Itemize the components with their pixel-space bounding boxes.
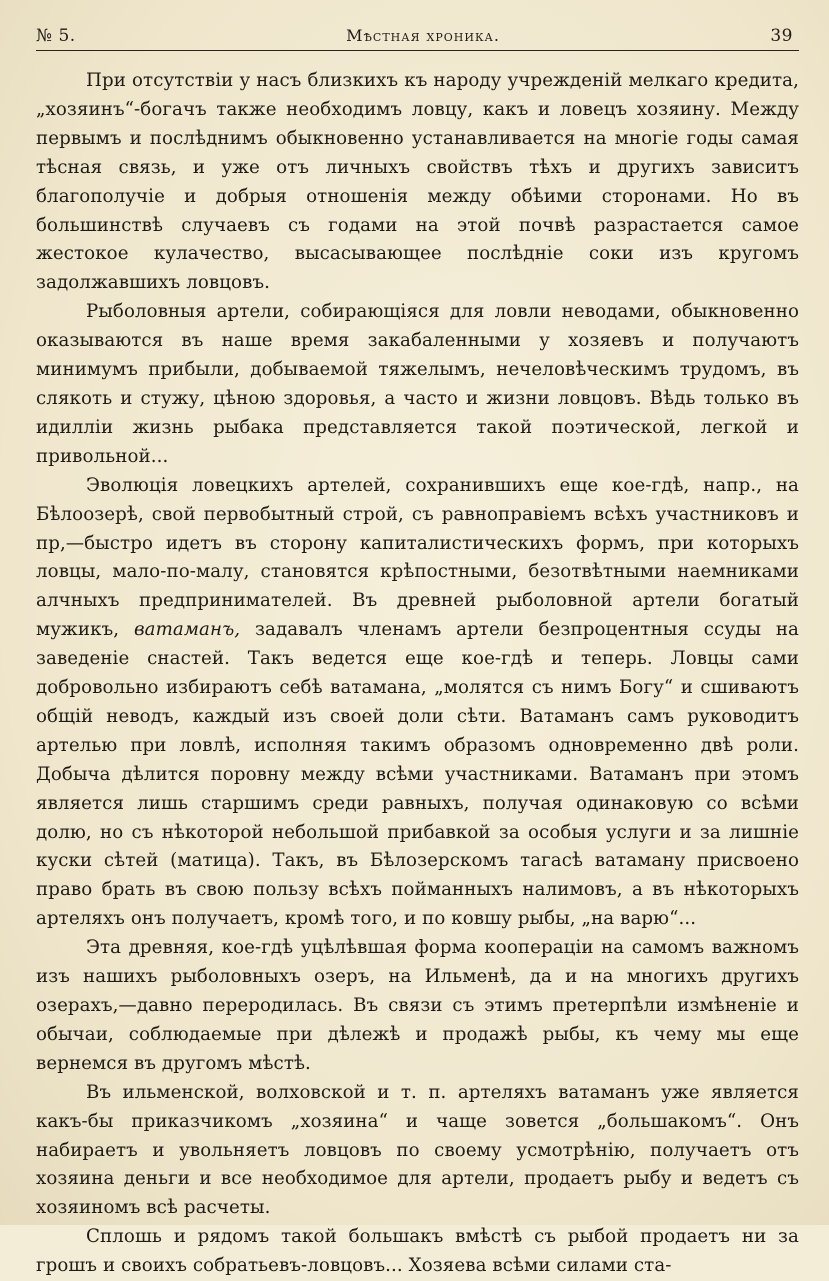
- issue-number: № 5.: [36, 26, 76, 46]
- paragraph-2: Рыболовныя артели, собирающіяся для ловли неводами, обыкновенно оказываются въ наше время закабаленными у хозяевъ и получаютъ минимумъ прибыли, добываемой тяжелымъ, нечеловѣческимъ трудомъ, въ слякоть и стужу, цѣною здоровья, а часто и жизни ловцовъ. Вѣдь только въ идилліи жизнь рыбака представляется такой поэтической, легкой и привольной...: [36, 301, 799, 467]
- paragraph-3-end: задавалъ членамъ артели безпроцентныя ссуды на заведеніе снастей. Такъ ведется еще кое-гдѣ и теперь. Ловцы сами добровольно избираютъ себѣ ватамана, „молятся съ нимъ Богу“ и сшиваютъ общій неводъ, каждый изъ своей доли сѣти. Ватаманъ самъ руководитъ артелью при ловлѣ, исполняя такимъ образомъ одновременно двѣ роли. Добыча дѣлится поровну между всѣми участниками. Ватаманъ при этомъ является лишь старшимъ среди равныхъ, получая одинаковую со всѣми долю, но съ нѣкоторой небольшой прибавкой за особыя услуги и за лишніе куски сѣтей (матица). Такъ, въ Бѣлозерскомъ тагасѣ ватаману присвоено право брать въ свою пользу всѣхъ пойманныхъ налимовъ, а въ нѣкоторыхъ артеляхъ онъ получаетъ, кромѣ того, и по ковшу рыбы, „на варю“...: [36, 619, 799, 930]
- italic-term: ватаманъ,: [133, 619, 241, 641]
- paragraph-4: Эта древняя, кое-гдѣ уцѣлѣвшая форма коопераціи на самомъ важномъ изъ нашихъ рыболовныхъ озеръ, на Ильменѣ, да и на многихъ другихъ озерахъ,—давно переродилась. Въ связи съ этимъ претерпѣли измѣненіе и обычаи, соблюдаемые при дѣлежѣ и продажѣ рыбы, къ чему мы еще вернемся въ другомъ мѣстѣ.: [36, 937, 799, 1074]
- paragraph-1: При отсутствіи у насъ близкихъ къ народу учрежденій мелкаго кредита, „хозяинъ“-богачъ также необходимъ ловцу, какъ и ловецъ хозяину. Между первымъ и послѣднимъ обыкновенно устанавливается на многіе годы самая тѣсная связь, и уже отъ личныхъ свойствъ тѣхъ и другихъ зависитъ благополучіе и добрыя отношенія между обѣими сторонами. Но въ большинствѣ случаевъ съ годами на этой почвѣ разрастается самое жестокое кулачество, высасывающее послѣдніе соки изъ кругомъ задолжавшихъ ловцовъ.: [36, 70, 799, 294]
- paragraph-3: [36, 472, 799, 935]
- paragraph-5: Въ ильменской, волховской и т. п. артеляхъ ватаманъ уже является какъ-бы приказчикомъ „хозяина“ и чаще зовется „большакомъ“. Онъ набираетъ и увольняетъ ловцовъ по своему усмотрѣнію, получаетъ отъ хозяина деньги и все необходимое для артели, продаетъ рыбу и ведетъ съ хозяиномъ всѣ расчеты.: [36, 1081, 799, 1219]
- section-title: Мѣстная хроника.: [346, 26, 500, 45]
- header-rule: [36, 50, 799, 51]
- page-number: 39: [770, 26, 793, 46]
- paragraph-6: Сплошь и рядомъ такой большакъ вмѣстѣ съ рыбой продаетъ ни за грошъ и своихъ собратьевъ-ловцовъ... Хозяева всѣми силами ста-: [36, 1226, 799, 1277]
- paragraph-3-start: Эволюція ловецкихъ артелей, сохранившихъ еще кое-гдѣ, напр., на Бѣлоозерѣ, свой первобытный строй, съ равноправіемъ всѣхъ участниковъ и пр,—быстро идетъ въ сторону капиталистическихъ формъ, при которыхъ ловцы, мало-по-малу, становятся крѣпостными, безотвѣтными наемниками алчныхъ предпринимателей. Въ древней рыболовной артели богатый мужикъ,: [36, 474, 799, 641]
- running-header: [36, 26, 799, 50]
- article-body: [36, 67, 799, 1281]
